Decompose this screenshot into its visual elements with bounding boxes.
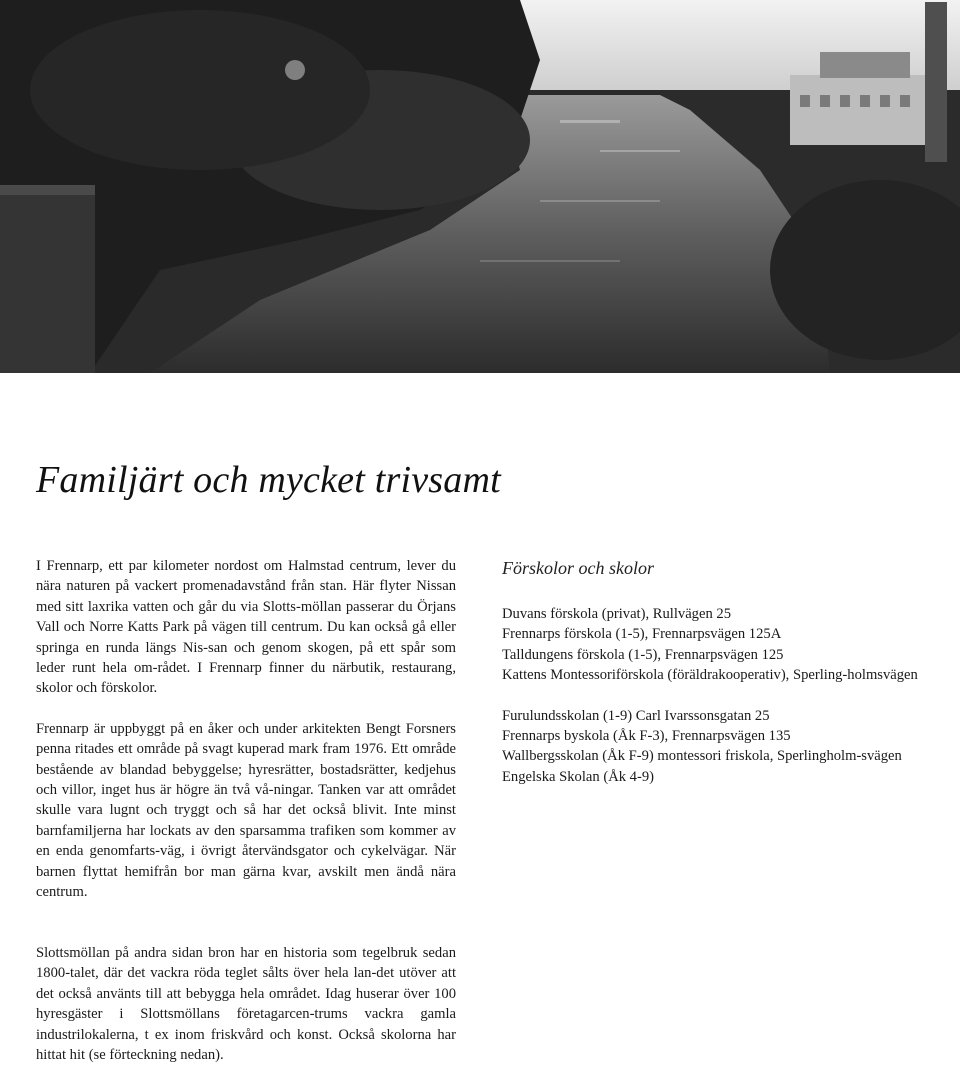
list-item: Frennarps förskola (1-5), Frennarpsvägen 125A	[502, 626, 782, 643]
slottsmollan-paragraph: Slottsmöllan på andra sidan bron har en historia som tegelbruk sedan 1800-talet, där det vackra röda teglet sålts över hela lan-det utöver att det också använts till att bebygga hela området. Idag huserar över 100 hyresgäster i Slottsmöllans företagarcen-trums vackra gamla industrilokalerna, t ex inom friskvård och konst. Också skolorna har hittat hit (se förteckning nedan).	[36, 945, 456, 1064]
list-item: Talldungens förskola (1-5), Frennarpsvägen 125	[502, 646, 784, 663]
schools-heading: Förskolor och skolor	[502, 558, 654, 578]
list-item: Frennarps byskola (Åk F-3), Frennarpsvägen 135	[502, 728, 791, 745]
list-item: Engelska Skolan (Åk 4-9)	[502, 768, 654, 785]
article-body	[36, 556, 456, 903]
school-list	[502, 706, 922, 788]
page-title: Familjärt och mycket trivsamt	[36, 459, 501, 501]
list-item: Kattens Montessoriförskola (föräldrakooperativ), Sperling-holmsvägen	[502, 667, 918, 684]
river-photo	[0, 0, 960, 373]
schools-sidebar	[502, 556, 922, 787]
intro-paragraph: I Frennarp, ett par kilometer nordost om Halmstad centrum, lever du nära naturen på vackert promenadavstånd från stan. Här flyter Nissan med sitt laxrika vatten och går du via Slotts-möllan passerar du Örjans Vall och Norre Katts Park på vägen till centrum. Du kan också gå eller springa en runda längs Nis-san och genom skogen, på ett spår som leder runt hela om-rådet. I Frennarp finner du närbutik, restaurang, skolor och förskolor.	[36, 558, 456, 697]
list-item: Furulundsskolan (1-9) Carl Ivarssonsgatan 25	[502, 707, 770, 724]
list-item: Wallbergsskolan (Åk F-9) montessori friskola, Sperlingholm-svägen	[502, 748, 902, 765]
history-paragraph: Frennarp är uppbyggt på en åker och under arkitekten Bengt Forsners penna ritades ett område på svagt kuperad mark fram 1976. Ett område bestående av blandad bebyggelse; hyresrätter, bostadsrätter, kedjehus och villor, inget hus är högre än två vå-ningar. Tanken var att området skulle vara lugnt och tryggt och så har det också blivit. Inte minst barnfamiljerna har lockats av den sparsamma trafiken som kommer av en enda genomfarts-väg, i övrigt återvändsgator och cykelvägar. När barnen flyttat hemifrån bor man gärna kvar, avskilt men ändå nära centrum.	[36, 720, 456, 901]
list-item: Duvans förskola (privat), Rullvägen 25	[502, 606, 731, 622]
preschool-list	[502, 604, 922, 686]
